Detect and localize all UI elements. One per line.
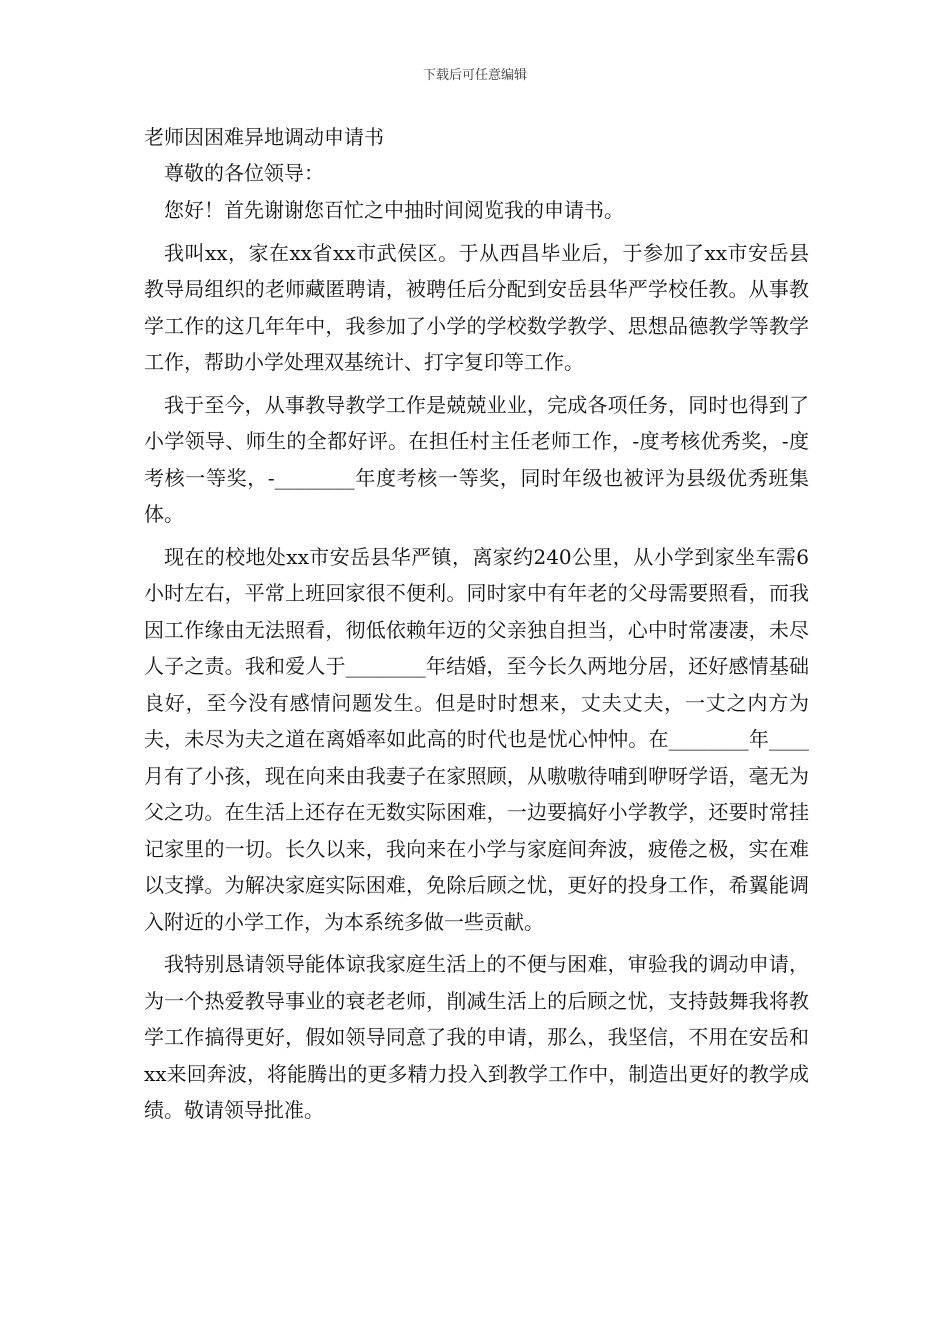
paragraph-difficulties: 现在的校地处xx市安岳县华严镇，离家约240公里，从小学到家坐车需6小时左右，平常上班回家很不便利。同时家中有年老的父母需要照看，而我因工作缘由无法照看，彻低依赖年迈的父亲独自担当，心中时常凄凄，未尽人子之责。我和爱人于________年结婚，至今长久两地分居，还好感情基础良好，至今没有感情问题发生。但是时时想来，丈夫丈夫，一丈之内方为夫，未尽为夫之道在离婚率如此高的时代也是忧心忡忡。在________年____月有了小孩，现在向来由我妻子在家照顾，从嗷嗷待哺到咿呀学语，毫无为父之功。在生活上还存在无数实际困难，一边要搞好小学教学，还要时常挂记家里的一切。长久以来，我向来在小学与家庭间奔波，疲倦之极，实在难以支撑。为解决家庭实际困难，免除后顾之忧，更好的投身工作，希翼能调入附近的小学工作，为本系统多做一些贡献。 xyxy=(144,544,809,934)
paragraph-achievements: 我于至今，从事教导教学工作是兢兢业业，完成各项任务，同时也得到了小学领导、师生的全都好评。在担任村主任老师工作，-度考核优秀奖，-度考核一等奖，-________年度考核一等奖，同时年级也被评为县级优秀班集体。 xyxy=(144,392,809,526)
salutation: 尊敬的各位领导： xyxy=(164,161,324,185)
paragraph-introduction: 我叫xx，家在xx省xx市武侯区。于从西昌毕业后，于参加了xx市安岳县教导局组织的老师藏匿聘请，被聘任后分配到安岳县华严学校任教。从事教学工作的这几年年中，我参加了小学的学校数学教学、思想品德教学等教学工作，帮助小学处理双基统计、打字复印等工作。 xyxy=(144,240,809,374)
paragraph-greeting: 您好！首先谢谢您百忙之中抽时间阅览我的申请书。 xyxy=(164,198,624,222)
paragraph-request: 我特别恳请领导能体谅我家庭生活上的不便与困难，审验我的调动申请，为一个热爱教导事业的衰老老师，削减生活上的后顾之忧，支持鼓舞我将教学工作搞得更好，假如领导同意了我的申请，那么，我坚信，不用在安岳和xx来回奔波，将能腾出的更多精力投入到教学工作中，制造出更好的教学成绩。敬请领导批准。 xyxy=(144,952,809,1122)
document-body xyxy=(144,120,809,1129)
page-header-note: 下载后可任意编辑 xyxy=(422,68,527,83)
document-title: 老师因困难异地调动申请书 xyxy=(144,125,384,149)
